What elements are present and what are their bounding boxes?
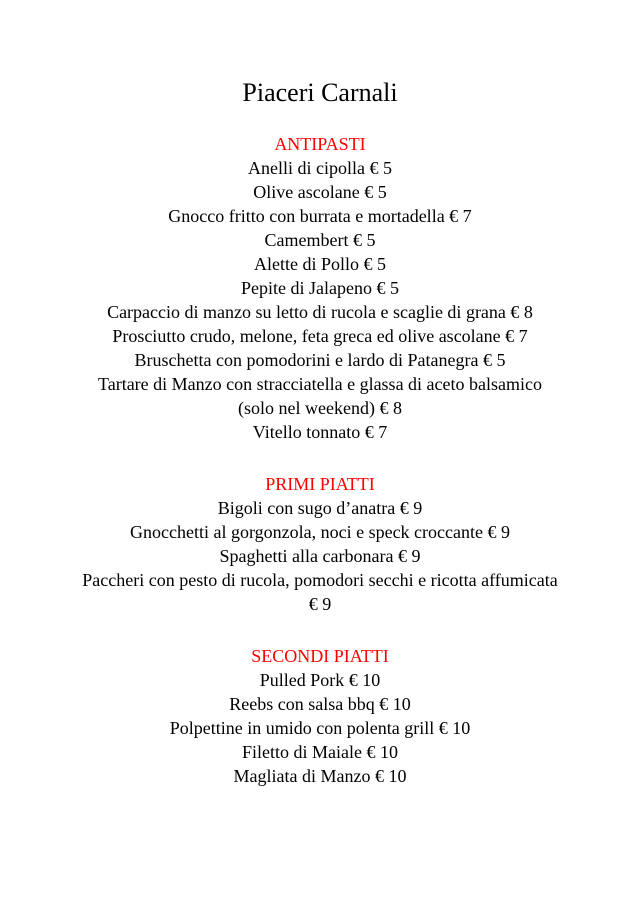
section-title: PRIMI PIATTI <box>265 474 375 494</box>
menu-item: Tartare di Manzo con stracciatella e glassa di aceto balsamico (solo nel weekend) € 8 <box>97 374 543 418</box>
menu-item: Spaghetti alla carbonara € 9 <box>219 546 421 566</box>
menu-section <box>78 472 562 616</box>
menu-item: Camembert € 5 <box>264 230 376 250</box>
menu-page <box>78 76 562 816</box>
menu-item: Bigoli con sugo d’anatra € 9 <box>217 498 423 518</box>
menu-item: Carpaccio di manzo su letto di rucola e scaglie di grana € 8 <box>107 302 533 322</box>
menu-item: Filetto di Maiale € 10 <box>242 742 398 762</box>
menu-item: Gnocco fritto con burrata e mortadella € 7 <box>168 206 472 226</box>
menu-section <box>78 132 562 444</box>
menu-item: Magliata di Manzo € 10 <box>233 766 407 786</box>
menu-item: Gnocchetti al gorgonzola, noci e speck croccante € 9 <box>129 522 510 542</box>
menu-item: Polpettine in umido con polenta grill € 10 <box>169 718 471 738</box>
section-title: SECONDI PIATTI <box>251 646 389 666</box>
menu-section <box>78 644 562 788</box>
menu-item: Alette di Pollo € 5 <box>254 254 386 274</box>
menu-item: Paccheri con pesto di rucola, pomodori secchi e ricotta affumicata € 9 <box>82 570 558 614</box>
menu-item: Reebs con salsa bbq € 10 <box>229 694 411 714</box>
menu-sections <box>78 132 562 788</box>
menu-item: Anelli di cipolla € 5 <box>248 158 392 178</box>
menu-item: Bruschetta con pomodorini e lardo di Patanegra € 5 <box>134 350 506 370</box>
menu-item: Pulled Pork € 10 <box>259 670 381 690</box>
menu-title: Piaceri Carnali <box>242 78 398 107</box>
menu-item: Prosciutto crudo, melone, feta greca ed olive ascolane € 7 <box>112 326 528 346</box>
menu-item: Pepite di Jalapeno € 5 <box>241 278 399 298</box>
menu-item: Vitello tonnato € 7 <box>252 422 388 442</box>
menu-item: Olive ascolane € 5 <box>253 182 387 202</box>
section-title: ANTIPASTI <box>274 134 366 154</box>
